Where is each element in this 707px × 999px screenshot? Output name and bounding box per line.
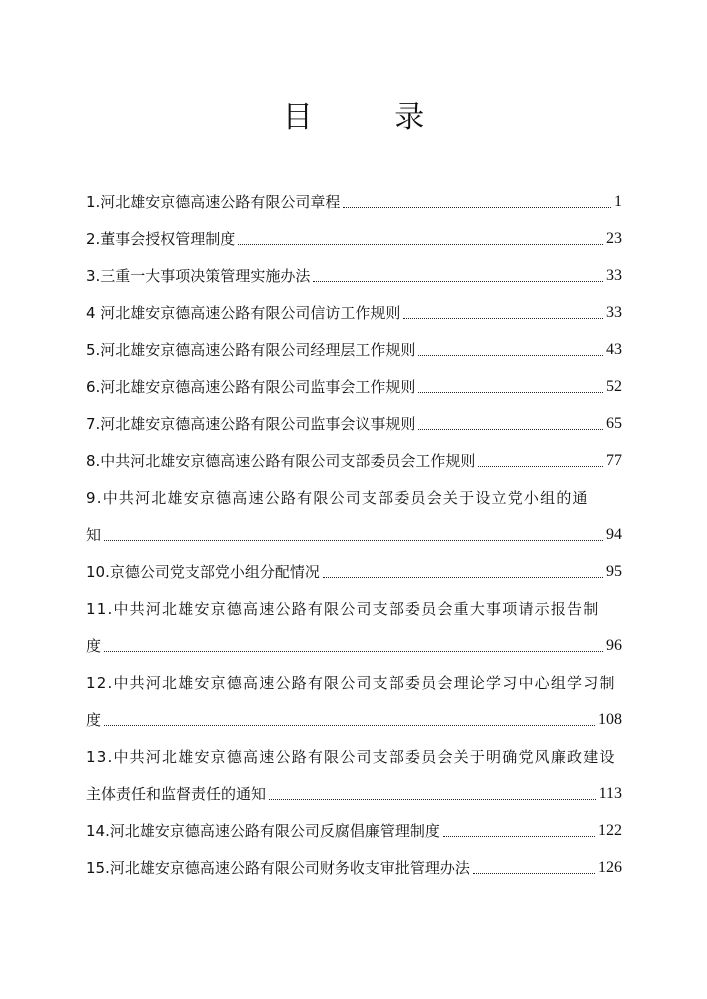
toc-entry-8[interactable] — [86, 441, 622, 471]
toc-entry-title-line-1: 11.中共河北雄安京德高速公路有限公司支部委员会重大事项请示报告制 — [86, 600, 600, 618]
toc-entry-page: 52 — [606, 378, 622, 395]
toc-entry-page: 113 — [598, 785, 622, 802]
toc-entry-title: 度 — [86, 711, 102, 729]
toc-entry-title: 3.三重一大事项决策管理实施办法 — [86, 267, 311, 285]
toc-entry-2[interactable] — [86, 219, 622, 249]
toc-entry-13[interactable] — [86, 774, 622, 804]
toc-entry-11[interactable] — [86, 626, 622, 656]
toc-entry-title: 2.董事会授权管理制度 — [86, 230, 236, 248]
leader-dots — [418, 429, 603, 430]
toc-entry-title: 主体责任和监督责任的通知 — [86, 785, 267, 803]
toc-entry-title: 知 — [86, 526, 102, 544]
leader-dots — [403, 318, 603, 319]
toc-entry-title: 度 — [86, 637, 102, 655]
leader-dots — [473, 873, 595, 874]
leader-dots — [343, 207, 611, 208]
toc-entry-page: 122 — [598, 822, 622, 839]
toc-entry-page: 94 — [606, 526, 622, 543]
leader-dots — [418, 392, 603, 393]
toc-entry-13-line-1[interactable] — [86, 737, 622, 767]
leader-dots — [104, 725, 595, 726]
toc-entry-page: 1 — [614, 193, 622, 210]
leader-dots — [104, 651, 603, 652]
toc-entry-1[interactable] — [86, 182, 622, 212]
toc-entry-9-line-1[interactable] — [86, 478, 622, 508]
toc-entry-title: 6.河北雄安京德高速公路有限公司监事会工作规则 — [86, 378, 416, 396]
leader-dots — [269, 799, 596, 800]
toc-entry-page: 23 — [606, 230, 622, 247]
page-title: 目 录 — [282, 100, 461, 135]
leader-dots — [323, 577, 603, 578]
toc-entry-page: 96 — [606, 637, 622, 654]
toc-entry-6[interactable] — [86, 367, 622, 397]
toc-entry-title-line-1: 9.中共河北雄安京德高速公路有限公司支部委员会关于设立党小组的通 — [86, 489, 589, 507]
toc-entry-3[interactable] — [86, 256, 622, 286]
toc-entry-12[interactable] — [86, 700, 622, 730]
toc-entry-title: 14.河北雄安京德高速公路有限公司反腐倡廉管理制度 — [86, 822, 440, 840]
toc-entry-12-line-1[interactable] — [86, 663, 622, 693]
leader-dots — [418, 355, 603, 356]
toc-entry-5[interactable] — [86, 330, 622, 360]
toc-entry-7[interactable] — [86, 404, 622, 434]
toc-entry-page: 77 — [606, 452, 622, 469]
toc-entry-page: 65 — [606, 415, 622, 432]
toc-entry-page: 95 — [606, 563, 622, 580]
toc-entry-title: 15.河北雄安京德高速公路有限公司财务收支审批管理办法 — [86, 859, 470, 877]
toc-entry-title: 4 河北雄安京德高速公路有限公司信访工作规则 — [86, 304, 401, 322]
toc-entry-title: 8.中共河北雄安京德高速公路有限公司支部委员会工作规则 — [86, 452, 476, 470]
toc-entry-page: 33 — [606, 304, 622, 321]
toc-entry-10[interactable] — [86, 552, 622, 582]
toc-entry-11-line-1[interactable] — [86, 589, 622, 619]
leader-dots — [238, 244, 603, 245]
leader-dots — [478, 466, 603, 467]
leader-dots — [443, 836, 595, 837]
toc-entry-14[interactable] — [86, 811, 622, 841]
toc-entry-page: 126 — [598, 859, 622, 876]
leader-dots — [104, 540, 603, 541]
toc-entry-title-line-1: 12.中共河北雄安京德高速公路有限公司支部委员会理论学习中心组学习制 — [86, 674, 616, 692]
toc-entry-page: 43 — [606, 341, 622, 358]
toc-entry-title: 7.河北雄安京德高速公路有限公司监事会议事规则 — [86, 415, 416, 433]
toc-entry-title: 1.河北雄安京德高速公路有限公司章程 — [86, 193, 341, 211]
toc-entry-4[interactable] — [86, 293, 622, 323]
toc-entry-title-line-1: 13.中共河北雄安京德高速公路有限公司支部委员会关于明确党风廉政建设 — [86, 748, 616, 766]
leader-dots — [313, 281, 603, 282]
toc-entry-15[interactable] — [86, 848, 622, 878]
toc-entry-title: 5.河北雄安京德高速公路有限公司经理层工作规则 — [86, 341, 416, 359]
toc-entry-title: 10.京德公司党支部党小组分配情况 — [86, 563, 320, 581]
toc-entry-page: 108 — [598, 711, 622, 728]
toc-entry-page: 33 — [606, 267, 622, 284]
toc-entry-9[interactable] — [86, 515, 622, 545]
